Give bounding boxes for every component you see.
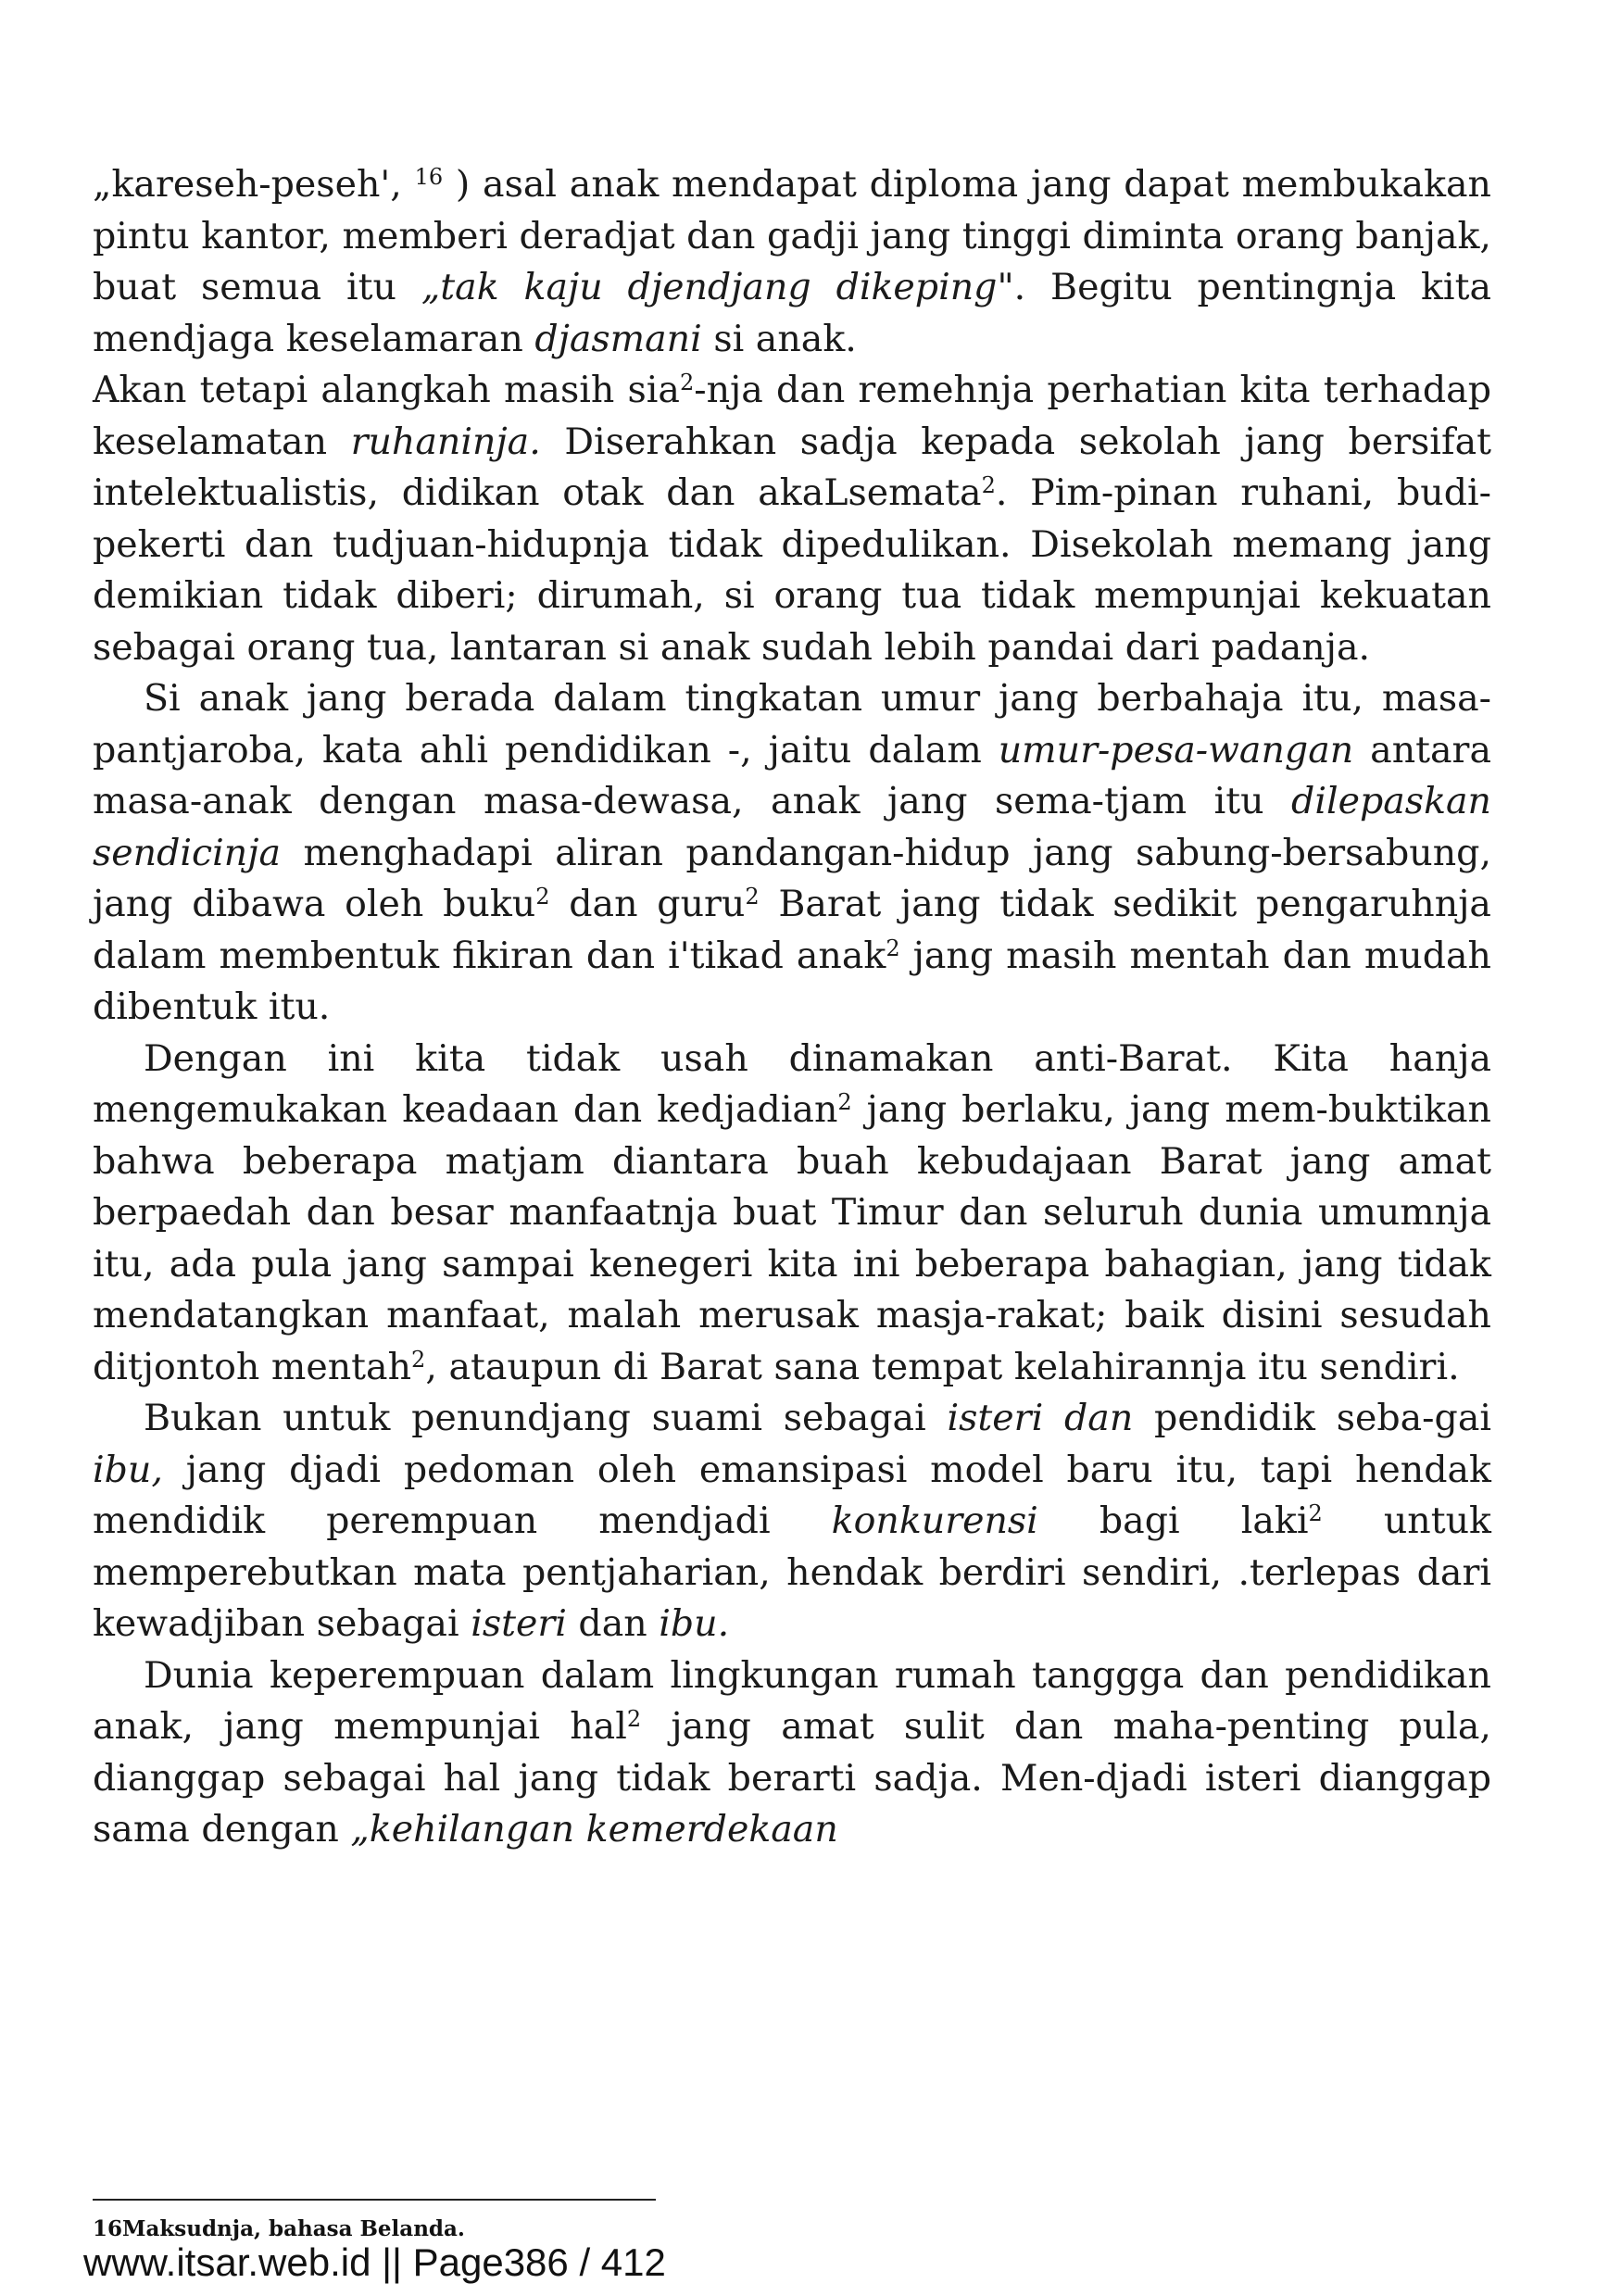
paragraph bbox=[93, 1650, 1491, 1856]
superscript: 2 bbox=[745, 884, 760, 910]
text-run: Akan tetapi alangkah masih sia bbox=[93, 369, 680, 411]
superscript: 2 bbox=[535, 884, 550, 910]
text-run: jang berlaku, jang mem-buktikan bahwa beberapa matjam diantara buah kebudajaan Barat jang amat berpaedah dan besar manfaatnja buat Timur dan seluruh dunia umumnja itu, ada pula jang sampai kenegeri kita ini beberapa bahagian, jang tidak mendatangkan manfaat, malah merusak masja-rakat; baik disini sesudah ditjontoh mentah bbox=[93, 1088, 1491, 1388]
text-run: Diserahkan sadja kepada sekolah jang bersifat intelektualistis, didikan otak dan akaLsemata bbox=[93, 420, 1491, 514]
superscript: 2 bbox=[626, 1706, 642, 1732]
text-run: ". Begitu pentingnja kita mendjaga keselamaran bbox=[93, 266, 1491, 360]
text-run: bagi laki bbox=[1037, 1499, 1309, 1542]
italic-text: isteri dan bbox=[947, 1397, 1134, 1439]
italic-text: umur-pesa-wangan bbox=[998, 728, 1354, 772]
text-run: Barat jang tidak sedikit pengaruhnja dalam membentuk fikiran dan i'tikad anak bbox=[93, 883, 1491, 977]
text-run: pendidik seba-gai bbox=[1133, 1397, 1492, 1439]
italic-text: ibu. bbox=[659, 1602, 730, 1645]
superscript: 2 bbox=[981, 472, 996, 498]
text-run: ) asal anak mendapat diploma jang dapat membukakan pintu kantor, memberi deradjat dan gadji jang tinggi diminta orang banjak, buat semua itu bbox=[93, 163, 1491, 308]
italic-text: konkurensi bbox=[831, 1499, 1038, 1542]
text-run: -nja dan remehnja perhatian kita terhadap keselamatan bbox=[93, 369, 1491, 463]
paragraph bbox=[93, 365, 1491, 673]
superscript: 16 bbox=[414, 164, 444, 190]
text-run: Dunia keperempuan dalam lingkungan rumah tanggga dan pendidikan anak, jang mempunjai hal bbox=[93, 1653, 1491, 1748]
italic-text: „kehilangan kemerdekaan bbox=[350, 1808, 838, 1851]
italic-text: ruhaninja. bbox=[350, 420, 541, 463]
superscript: 2 bbox=[837, 1089, 852, 1115]
text-run: menghadapi aliran pandangan-hidup jang sabung-bersabung, jang dibawa oleh buku bbox=[93, 831, 1491, 925]
text-run: antara masa-anak dengan masa-dewasa, anak jang sema-tjam itu bbox=[93, 728, 1491, 822]
footnote-divider bbox=[93, 2199, 656, 2201]
text-run: dan bbox=[566, 1602, 660, 1645]
text-run: Bukan untuk penundjang suami sebagai bbox=[144, 1397, 948, 1439]
paragraph bbox=[93, 159, 1491, 365]
italic-text: ibu, bbox=[93, 1448, 163, 1491]
paragraph bbox=[93, 1034, 1491, 1394]
text-run: , ataupun di Barat sana tempat kelahirannja itu sendiri. bbox=[425, 1345, 1460, 1388]
paragraph bbox=[93, 673, 1491, 1034]
text-run: Si anak jang berada dalam tingkatan umur jang berbahaja itu, masa-pantjaroba, kata ahli pendidikan -, jaitu dalam bbox=[93, 677, 1491, 772]
text-run: dan guru bbox=[549, 883, 746, 925]
text-run: „kareseh-peseh', bbox=[93, 163, 415, 206]
text-run: jang djadi pedoman oleh emansipasi model baru itu, tapi hendak mendidik perempuan mendjadi bbox=[93, 1448, 1491, 1542]
superscript: 2 bbox=[886, 935, 900, 961]
page-footer: www.itsar.web.id || Page386 / 412 bbox=[83, 2240, 666, 2284]
text-run: si anak. bbox=[701, 317, 857, 360]
footnote: 16Maksudnja, bahasa Belanda. bbox=[93, 2216, 465, 2241]
italic-text: isteri bbox=[471, 1602, 567, 1645]
text-run: untuk memperebutkan mata pentjaharian, hendak berdiri sendiri, .terlepas dari kewadjiban sebagai bbox=[93, 1499, 1491, 1645]
text-run: . Pim-pinan ruhani, budi-pekerti dan tudjuan-hidupnja tidak dipedulikan. Disekolah memang jang demikian tidak diberi; dirumah, si orang tua tidak mempunjai kekuatan sebagai orang tua, lantaran si anak sudah lebih pandai dari padanja. bbox=[93, 471, 1491, 669]
superscript: 2 bbox=[1308, 1500, 1323, 1526]
text-run: jang masih mentah dan mudah dibentuk itu. bbox=[93, 934, 1491, 1028]
paragraph bbox=[93, 1393, 1491, 1650]
body-text bbox=[93, 159, 1491, 1856]
italic-text: djasmani bbox=[534, 317, 702, 360]
text-run: Dengan ini kita tidak usah dinamakan anti-Barat. Kita hanja mengemukakan keadaan dan kedjadian bbox=[93, 1036, 1491, 1131]
text-run: jang amat sulit dan maha-penting pula, dianggap sebagai hal jang tidak berarti sadja. Men-djadi isteri dianggap sama dengan bbox=[93, 1705, 1491, 1851]
superscript: 2 bbox=[411, 1346, 426, 1373]
italic-text: dilepaskan sendicinja bbox=[93, 780, 1491, 874]
italic-text: „tak kaju djendjang dikeping bbox=[421, 266, 998, 308]
superscript: 2 bbox=[679, 370, 695, 395]
